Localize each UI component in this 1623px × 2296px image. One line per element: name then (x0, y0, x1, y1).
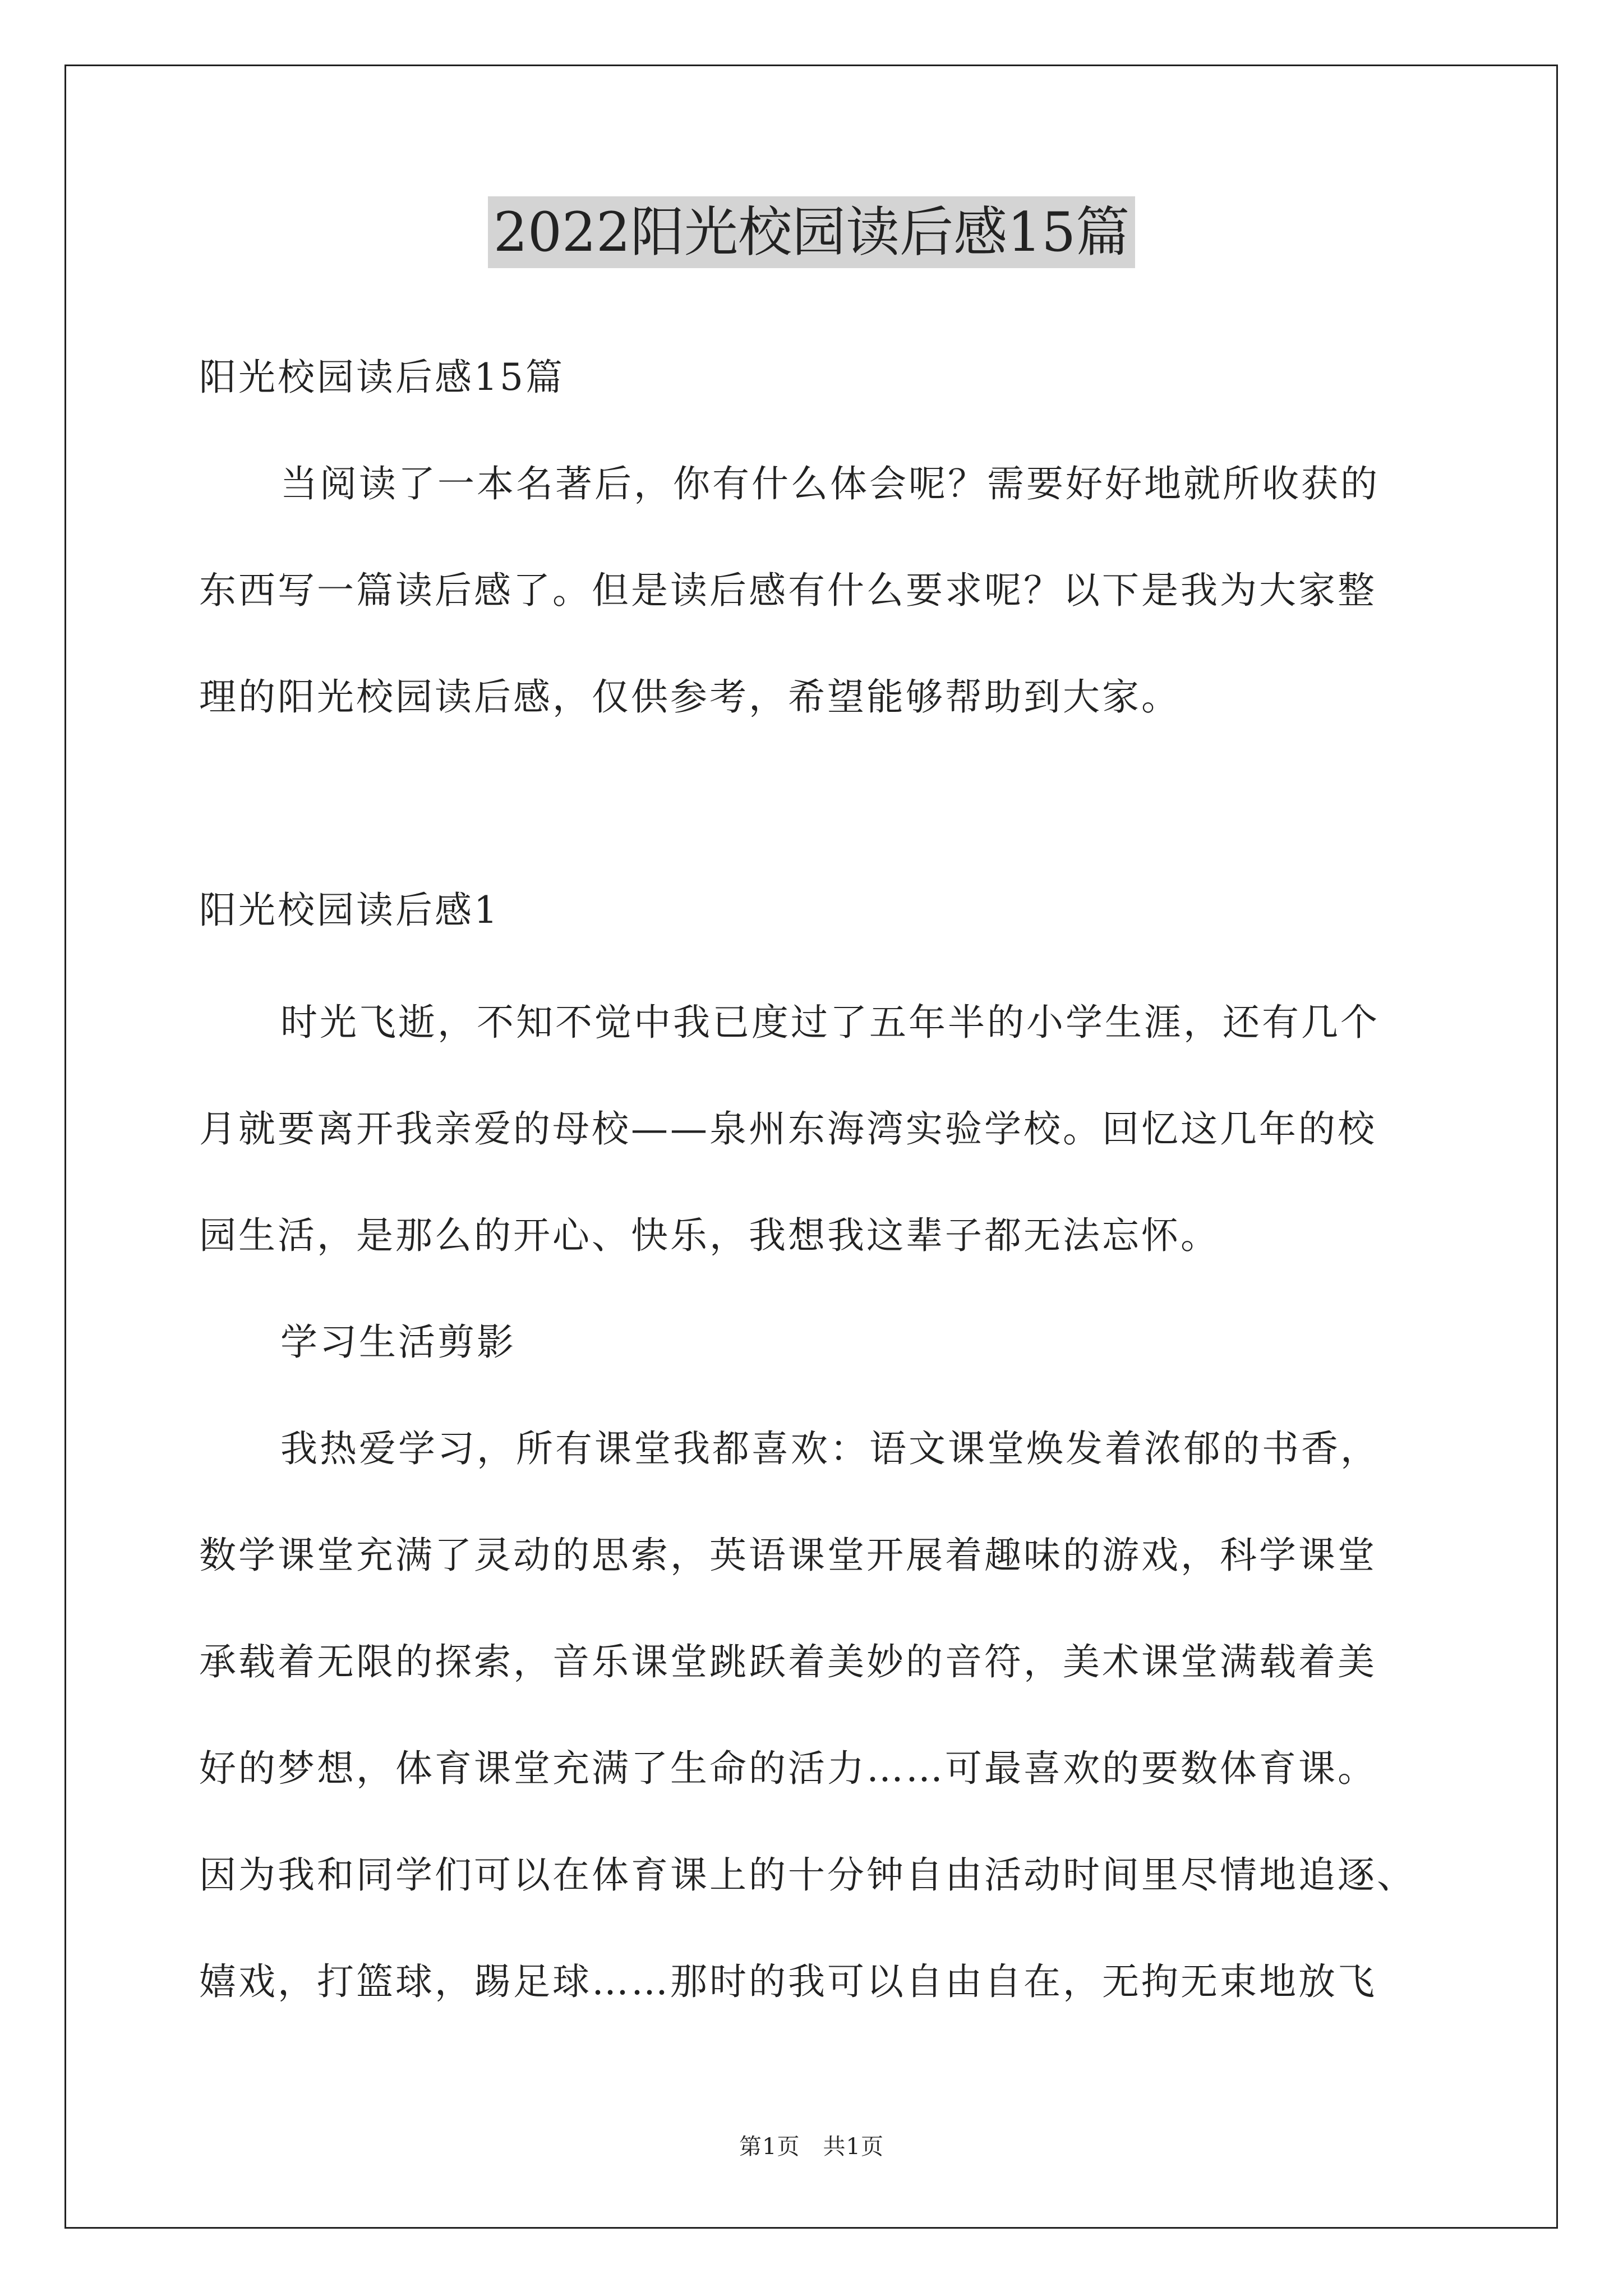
paragraph-line: 嬉戏，打篮球，踢足球……那时的我可以自由自在，无拘无束地放飞 (199, 1960, 1377, 2003)
paragraph-line: 承载着无限的探索，音乐课堂跳跃着美妙的音符，美术课堂满载着美 (199, 1640, 1377, 1683)
title-container (0, 196, 1623, 268)
intro-line: 东西写一篇读后感了。但是读后感有什么要求呢？以下是我为大家整 (199, 569, 1377, 612)
paragraph-line: 园生活，是那么的开心、快乐，我想我这辈子都无法忘怀。 (199, 1214, 1220, 1257)
paragraph-line: 时光飞逝，不知不觉中我已度过了五年半的小学生涯，还有几个 (280, 1001, 1380, 1044)
page-footer: 第1页 共1页 (739, 2134, 884, 2160)
paragraph-line: 我热爱学习，所有课堂我都喜欢：语文课堂焕发着浓郁的书香， (280, 1427, 1380, 1470)
intro-line: 理的阳光校园读后感，仅供参考，希望能够帮助到大家。 (199, 675, 1181, 719)
document-subtitle: 阳光校园读后感15篇 (199, 356, 565, 399)
paragraph-line: 月就要离开我亲爱的母校——泉州东海湾实验学校。回忆这几年的校 (199, 1107, 1377, 1151)
subheading: 学习生活剪影 (280, 1320, 516, 1364)
document-title: 2022阳光校园读后感15篇 (488, 196, 1135, 268)
section-heading: 阳光校园读后感1 (199, 889, 500, 932)
paragraph-line: 数学课堂充满了灵动的思索，英语课堂开展着趣味的游戏，科学课堂 (199, 1534, 1377, 1577)
paragraph-line: 因为我和同学们可以在体育课上的十分钟自由活动时间里尽情地追逐、 (199, 1853, 1416, 1897)
paragraph-line: 好的梦想，体育课堂充满了生命的活力……可最喜欢的要数体育课。 (199, 1747, 1377, 1790)
intro-line: 当阅读了一本名著后，你有什么体会呢？需要好好地就所收获的 (280, 462, 1380, 505)
